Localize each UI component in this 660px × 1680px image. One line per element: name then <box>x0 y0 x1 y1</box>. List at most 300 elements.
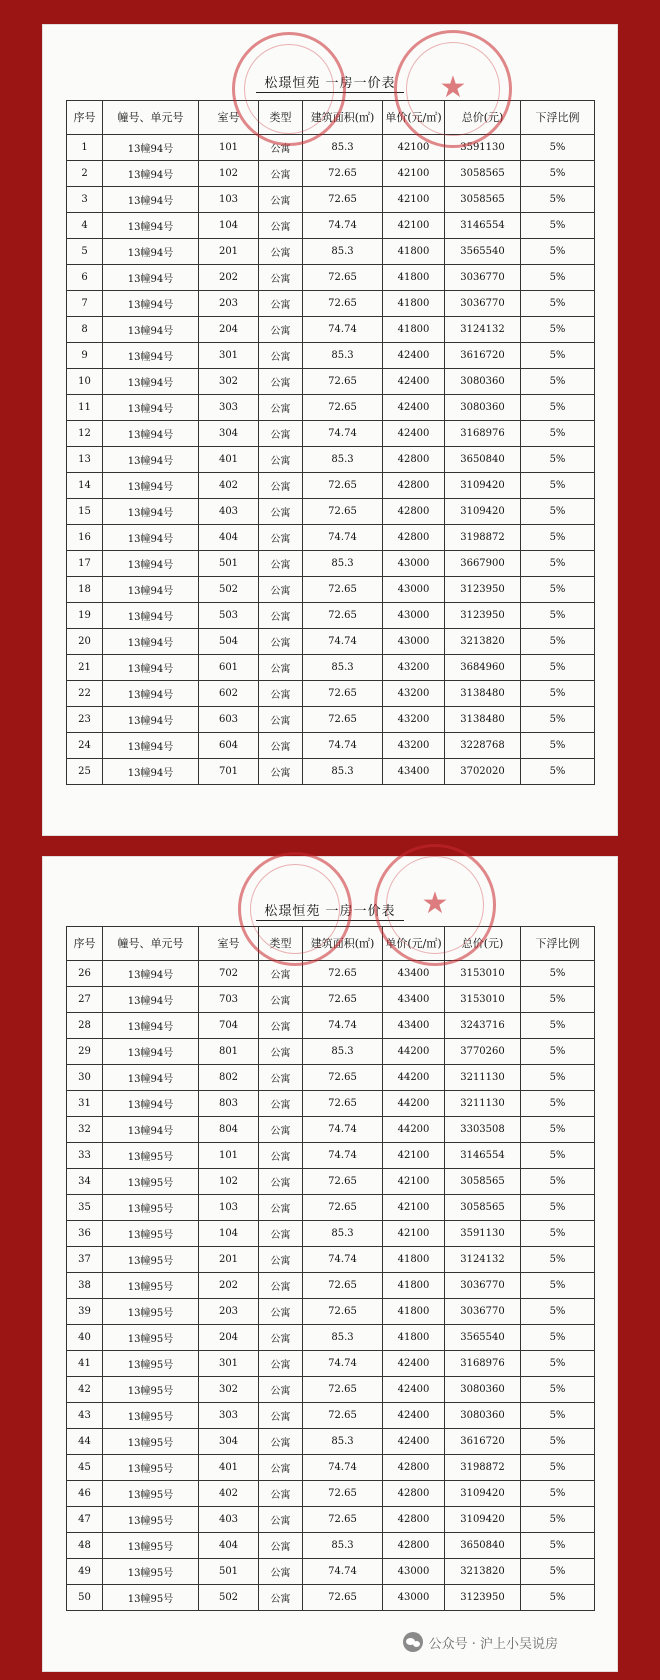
cell-discount: 5% <box>521 1273 595 1299</box>
cell-unit-price: 42800 <box>383 525 445 551</box>
cell-room: 802 <box>199 1065 259 1091</box>
table-row <box>67 961 595 987</box>
price-sheet <box>42 856 618 1672</box>
cell-type: 公寓 <box>259 1221 303 1247</box>
cell-discount: 5% <box>521 1221 595 1247</box>
cell-building: 13幢95号 <box>103 1507 199 1533</box>
cell-building: 13幢94号 <box>103 525 199 551</box>
cell-unit-price: 42100 <box>383 1143 445 1169</box>
cell-type: 公寓 <box>259 681 303 707</box>
cell-area: 72.65 <box>303 1585 383 1611</box>
cell-area: 74.74 <box>303 1013 383 1039</box>
table-row <box>67 161 595 187</box>
cell-building: 13幢95号 <box>103 1403 199 1429</box>
cell-building: 13幢94号 <box>103 1065 199 1091</box>
cell-index: 8 <box>67 317 103 343</box>
cell-building: 13幢94号 <box>103 473 199 499</box>
cell-room: 404 <box>199 525 259 551</box>
cell-discount: 5% <box>521 759 595 785</box>
cell-type: 公寓 <box>259 577 303 603</box>
cell-room: 303 <box>199 1403 259 1429</box>
cell-type: 公寓 <box>259 421 303 447</box>
header-discount: 下浮比例 <box>521 101 595 135</box>
cell-building: 13幢94号 <box>103 707 199 733</box>
table-row <box>67 239 595 265</box>
cell-type: 公寓 <box>259 161 303 187</box>
cell-discount: 5% <box>521 1377 595 1403</box>
cell-unit-price: 42100 <box>383 135 445 161</box>
cell-area: 85.3 <box>303 1221 383 1247</box>
table-row <box>67 1377 595 1403</box>
table-row <box>67 499 595 525</box>
cell-total-price: 3770260 <box>445 1039 521 1065</box>
cell-building: 13幢94号 <box>103 1039 199 1065</box>
table-body <box>67 135 595 785</box>
cell-area: 72.65 <box>303 1169 383 1195</box>
cell-building: 13幢95号 <box>103 1429 199 1455</box>
cell-unit-price: 43200 <box>383 733 445 759</box>
cell-building: 13幢94号 <box>103 213 199 239</box>
cell-unit-price: 44200 <box>383 1117 445 1143</box>
cell-unit-price: 42100 <box>383 161 445 187</box>
cell-room: 104 <box>199 1221 259 1247</box>
table-row <box>67 987 595 1013</box>
cell-building: 13幢94号 <box>103 447 199 473</box>
cell-building: 13幢94号 <box>103 317 199 343</box>
cell-total-price: 3153010 <box>445 961 521 987</box>
header-building: 幢号、单元号 <box>103 101 199 135</box>
cell-unit-price: 42100 <box>383 187 445 213</box>
cell-total-price: 3109420 <box>445 473 521 499</box>
cell-total-price: 3036770 <box>445 1299 521 1325</box>
table-row <box>67 1221 595 1247</box>
table-row <box>67 1195 595 1221</box>
cell-unit-price: 42800 <box>383 473 445 499</box>
cell-type: 公寓 <box>259 603 303 629</box>
cell-discount: 5% <box>521 369 595 395</box>
cell-building: 13幢94号 <box>103 629 199 655</box>
cell-discount: 5% <box>521 1065 595 1091</box>
cell-area: 74.74 <box>303 1117 383 1143</box>
cell-unit-price: 42100 <box>383 213 445 239</box>
cell-index: 9 <box>67 343 103 369</box>
cell-type: 公寓 <box>259 1507 303 1533</box>
cell-room: 404 <box>199 1533 259 1559</box>
table-row <box>67 1169 595 1195</box>
cell-unit-price: 43000 <box>383 551 445 577</box>
cell-unit-price: 42400 <box>383 395 445 421</box>
cell-total-price: 3213820 <box>445 1559 521 1585</box>
cell-discount: 5% <box>521 1403 595 1429</box>
cell-discount: 5% <box>521 1247 595 1273</box>
cell-building: 13幢94号 <box>103 987 199 1013</box>
cell-index: 19 <box>67 603 103 629</box>
cell-building: 13幢94号 <box>103 733 199 759</box>
cell-discount: 5% <box>521 421 595 447</box>
cell-type: 公寓 <box>259 629 303 655</box>
cell-index: 23 <box>67 707 103 733</box>
cell-total-price: 3123950 <box>445 1585 521 1611</box>
cell-area: 74.74 <box>303 1143 383 1169</box>
cell-discount: 5% <box>521 1507 595 1533</box>
cell-index: 40 <box>67 1325 103 1351</box>
cell-room: 504 <box>199 629 259 655</box>
table-row <box>67 1039 595 1065</box>
cell-index: 35 <box>67 1195 103 1221</box>
cell-unit-price: 42800 <box>383 1455 445 1481</box>
cell-index: 41 <box>67 1351 103 1377</box>
cell-index: 37 <box>67 1247 103 1273</box>
cell-room: 103 <box>199 1195 259 1221</box>
cell-room: 501 <box>199 551 259 577</box>
cell-unit-price: 41800 <box>383 265 445 291</box>
cell-unit-price: 42400 <box>383 1429 445 1455</box>
table-row <box>67 1533 595 1559</box>
cell-area: 85.3 <box>303 551 383 577</box>
cell-room: 403 <box>199 1507 259 1533</box>
table-row <box>67 655 595 681</box>
cell-room: 801 <box>199 1039 259 1065</box>
cell-type: 公寓 <box>259 1481 303 1507</box>
table-row <box>67 1273 595 1299</box>
cell-type: 公寓 <box>259 1533 303 1559</box>
cell-type: 公寓 <box>259 1377 303 1403</box>
cell-building: 13幢94号 <box>103 291 199 317</box>
cell-room: 203 <box>199 291 259 317</box>
cell-building: 13幢95号 <box>103 1377 199 1403</box>
cell-room: 304 <box>199 421 259 447</box>
cell-unit-price: 41800 <box>383 1325 445 1351</box>
header-total-price: 总价(元) <box>445 101 521 135</box>
table-row <box>67 681 595 707</box>
cell-unit-price: 42100 <box>383 1221 445 1247</box>
cell-area: 74.74 <box>303 629 383 655</box>
cell-building: 13幢94号 <box>103 1117 199 1143</box>
header-unit-price: 单价(元/㎡) <box>383 101 445 135</box>
table-row <box>67 1481 595 1507</box>
table-row <box>67 291 595 317</box>
table-row <box>67 1429 595 1455</box>
cell-type: 公寓 <box>259 239 303 265</box>
cell-unit-price: 42400 <box>383 369 445 395</box>
table-body <box>67 961 595 1611</box>
cell-type: 公寓 <box>259 1065 303 1091</box>
cell-total-price: 3080360 <box>445 1377 521 1403</box>
cell-room: 804 <box>199 1117 259 1143</box>
cell-discount: 5% <box>521 1585 595 1611</box>
cell-discount: 5% <box>521 1559 595 1585</box>
cell-type: 公寓 <box>259 1351 303 1377</box>
cell-total-price: 3036770 <box>445 291 521 317</box>
cell-area: 72.65 <box>303 499 383 525</box>
cell-type: 公寓 <box>259 213 303 239</box>
cell-type: 公寓 <box>259 187 303 213</box>
cell-room: 401 <box>199 447 259 473</box>
cell-discount: 5% <box>521 577 595 603</box>
cell-index: 20 <box>67 629 103 655</box>
cell-total-price: 3058565 <box>445 187 521 213</box>
cell-type: 公寓 <box>259 1247 303 1273</box>
cell-area: 72.65 <box>303 1403 383 1429</box>
cell-discount: 5% <box>521 1091 595 1117</box>
table-row <box>67 317 595 343</box>
table-row <box>67 733 595 759</box>
cell-index: 39 <box>67 1299 103 1325</box>
cell-index: 27 <box>67 987 103 1013</box>
cell-room: 202 <box>199 265 259 291</box>
header-discount: 下浮比例 <box>521 927 595 961</box>
table-row <box>67 1455 595 1481</box>
cell-total-price: 3591130 <box>445 135 521 161</box>
cell-index: 21 <box>67 655 103 681</box>
cell-index: 6 <box>67 265 103 291</box>
cell-building: 13幢94号 <box>103 343 199 369</box>
cell-discount: 5% <box>521 161 595 187</box>
cell-discount: 5% <box>521 1455 595 1481</box>
table-row <box>67 1065 595 1091</box>
cell-type: 公寓 <box>259 655 303 681</box>
cell-room: 502 <box>199 1585 259 1611</box>
cell-room: 701 <box>199 759 259 785</box>
cell-total-price: 3168976 <box>445 1351 521 1377</box>
cell-total-price: 3565540 <box>445 1325 521 1351</box>
cell-area: 72.65 <box>303 1195 383 1221</box>
header-index: 序号 <box>67 101 103 135</box>
cell-total-price: 3168976 <box>445 421 521 447</box>
cell-type: 公寓 <box>259 987 303 1013</box>
cell-index: 47 <box>67 1507 103 1533</box>
cell-unit-price: 43000 <box>383 629 445 655</box>
cell-area: 85.3 <box>303 759 383 785</box>
table-row <box>67 1299 595 1325</box>
cell-building: 13幢95号 <box>103 1273 199 1299</box>
cell-type: 公寓 <box>259 395 303 421</box>
cell-building: 13幢95号 <box>103 1195 199 1221</box>
cell-type: 公寓 <box>259 291 303 317</box>
cell-unit-price: 42800 <box>383 1481 445 1507</box>
header-area: 建筑面积(㎡) <box>303 927 383 961</box>
cell-area: 72.65 <box>303 161 383 187</box>
cell-area: 72.65 <box>303 961 383 987</box>
cell-index: 13 <box>67 447 103 473</box>
cell-unit-price: 41800 <box>383 1273 445 1299</box>
header-type: 类型 <box>259 101 303 135</box>
cell-unit-price: 41800 <box>383 1299 445 1325</box>
cell-total-price: 3080360 <box>445 369 521 395</box>
cell-building: 13幢94号 <box>103 369 199 395</box>
cell-type: 公寓 <box>259 265 303 291</box>
cell-room: 301 <box>199 343 259 369</box>
cell-type: 公寓 <box>259 499 303 525</box>
cell-total-price: 3124132 <box>445 317 521 343</box>
cell-index: 49 <box>67 1559 103 1585</box>
cell-total-price: 3702020 <box>445 759 521 785</box>
table-row <box>67 447 595 473</box>
cell-index: 36 <box>67 1221 103 1247</box>
cell-building: 13幢94号 <box>103 1091 199 1117</box>
cell-building: 13幢94号 <box>103 551 199 577</box>
table-row <box>67 473 595 499</box>
cell-total-price: 3124132 <box>445 1247 521 1273</box>
cell-index: 10 <box>67 369 103 395</box>
cell-index: 44 <box>67 1429 103 1455</box>
table-row <box>67 1013 595 1039</box>
cell-index: 3 <box>67 187 103 213</box>
cell-unit-price: 42400 <box>383 343 445 369</box>
table-row <box>67 1325 595 1351</box>
cell-type: 公寓 <box>259 1039 303 1065</box>
cell-index: 17 <box>67 551 103 577</box>
cell-unit-price: 43400 <box>383 759 445 785</box>
cell-discount: 5% <box>521 987 595 1013</box>
cell-area: 85.3 <box>303 447 383 473</box>
cell-unit-price: 42800 <box>383 1507 445 1533</box>
cell-area: 72.65 <box>303 1481 383 1507</box>
cell-unit-price: 43400 <box>383 1013 445 1039</box>
cell-room: 103 <box>199 187 259 213</box>
cell-building: 13幢95号 <box>103 1247 199 1273</box>
table-row <box>67 1559 595 1585</box>
cell-index: 25 <box>67 759 103 785</box>
cell-index: 38 <box>67 1273 103 1299</box>
cell-area: 72.65 <box>303 265 383 291</box>
cell-area: 72.65 <box>303 1377 383 1403</box>
cell-unit-price: 43000 <box>383 1559 445 1585</box>
cell-area: 72.65 <box>303 987 383 1013</box>
cell-type: 公寓 <box>259 473 303 499</box>
table-row <box>67 135 595 161</box>
cell-total-price: 3228768 <box>445 733 521 759</box>
watermark-text: 公众号 · 沪上小吴说房 <box>428 1636 558 1652</box>
cell-total-price: 3243716 <box>445 1013 521 1039</box>
header-total-price: 总价(元) <box>445 927 521 961</box>
cell-area: 72.65 <box>303 1091 383 1117</box>
cell-room: 501 <box>199 1559 259 1585</box>
cell-unit-price: 42400 <box>383 1377 445 1403</box>
cell-total-price: 3591130 <box>445 1221 521 1247</box>
cell-discount: 5% <box>521 1325 595 1351</box>
cell-discount: 5% <box>521 187 595 213</box>
cell-area: 74.74 <box>303 317 383 343</box>
cell-type: 公寓 <box>259 707 303 733</box>
header-room: 室号 <box>199 927 259 961</box>
cell-index: 43 <box>67 1403 103 1429</box>
cell-unit-price: 42400 <box>383 1403 445 1429</box>
cell-total-price: 3036770 <box>445 1273 521 1299</box>
header-building: 幢号、单元号 <box>103 927 199 961</box>
cell-discount: 5% <box>521 1195 595 1221</box>
cell-building: 13幢94号 <box>103 759 199 785</box>
cell-index: 1 <box>67 135 103 161</box>
cell-unit-price: 43000 <box>383 1585 445 1611</box>
cell-total-price: 3058565 <box>445 1195 521 1221</box>
cell-area: 74.74 <box>303 213 383 239</box>
cell-unit-price: 43400 <box>383 987 445 1013</box>
cell-area: 72.65 <box>303 369 383 395</box>
table-row <box>67 187 595 213</box>
cell-discount: 5% <box>521 317 595 343</box>
cell-room: 101 <box>199 135 259 161</box>
cell-unit-price: 41800 <box>383 317 445 343</box>
cell-area: 85.3 <box>303 655 383 681</box>
table-row <box>67 1403 595 1429</box>
cell-room: 602 <box>199 681 259 707</box>
cell-area: 74.74 <box>303 1351 383 1377</box>
table-row <box>67 343 595 369</box>
cell-discount: 5% <box>521 213 595 239</box>
cell-area: 85.3 <box>303 1039 383 1065</box>
cell-building: 13幢94号 <box>103 161 199 187</box>
cell-unit-price: 42100 <box>383 1195 445 1221</box>
cell-area: 85.3 <box>303 1325 383 1351</box>
cell-room: 303 <box>199 395 259 421</box>
cell-total-price: 3080360 <box>445 1403 521 1429</box>
cell-discount: 5% <box>521 343 595 369</box>
cell-index: 24 <box>67 733 103 759</box>
cell-discount: 5% <box>521 135 595 161</box>
cell-building: 13幢94号 <box>103 421 199 447</box>
cell-total-price: 3667900 <box>445 551 521 577</box>
cell-unit-price: 42100 <box>383 1169 445 1195</box>
cell-index: 28 <box>67 1013 103 1039</box>
cell-unit-price: 42400 <box>383 421 445 447</box>
cell-index: 5 <box>67 239 103 265</box>
cell-area: 74.74 <box>303 1559 383 1585</box>
cell-building: 13幢94号 <box>103 603 199 629</box>
header-type: 类型 <box>259 927 303 961</box>
cell-room: 102 <box>199 1169 259 1195</box>
cell-area: 72.65 <box>303 681 383 707</box>
cell-unit-price: 41800 <box>383 1247 445 1273</box>
table-row <box>67 707 595 733</box>
table-row <box>67 1091 595 1117</box>
cell-area: 72.65 <box>303 577 383 603</box>
cell-building: 13幢94号 <box>103 265 199 291</box>
table-header <box>67 927 595 961</box>
cell-unit-price: 42800 <box>383 447 445 473</box>
cell-area: 85.3 <box>303 239 383 265</box>
cell-type: 公寓 <box>259 1585 303 1611</box>
cell-discount: 5% <box>521 603 595 629</box>
seal-star-icon: ★ <box>421 885 449 921</box>
table-header <box>67 101 595 135</box>
cell-room: 402 <box>199 473 259 499</box>
cell-building: 13幢94号 <box>103 395 199 421</box>
cell-unit-price: 44200 <box>383 1039 445 1065</box>
cell-type: 公寓 <box>259 369 303 395</box>
cell-discount: 5% <box>521 1169 595 1195</box>
cell-type: 公寓 <box>259 733 303 759</box>
cell-type: 公寓 <box>259 1117 303 1143</box>
cell-total-price: 3036770 <box>445 265 521 291</box>
cell-index: 29 <box>67 1039 103 1065</box>
table-row <box>67 1247 595 1273</box>
cell-index: 31 <box>67 1091 103 1117</box>
cell-area: 85.3 <box>303 1429 383 1455</box>
cell-building: 13幢94号 <box>103 961 199 987</box>
price-sheet <box>42 24 618 836</box>
cell-room: 603 <box>199 707 259 733</box>
cell-index: 30 <box>67 1065 103 1091</box>
cell-building: 13幢95号 <box>103 1455 199 1481</box>
cell-room: 403 <box>199 499 259 525</box>
cell-type: 公寓 <box>259 1559 303 1585</box>
cell-type: 公寓 <box>259 1455 303 1481</box>
cell-building: 13幢94号 <box>103 577 199 603</box>
cell-room: 302 <box>199 369 259 395</box>
cell-index: 12 <box>67 421 103 447</box>
table-row <box>67 525 595 551</box>
